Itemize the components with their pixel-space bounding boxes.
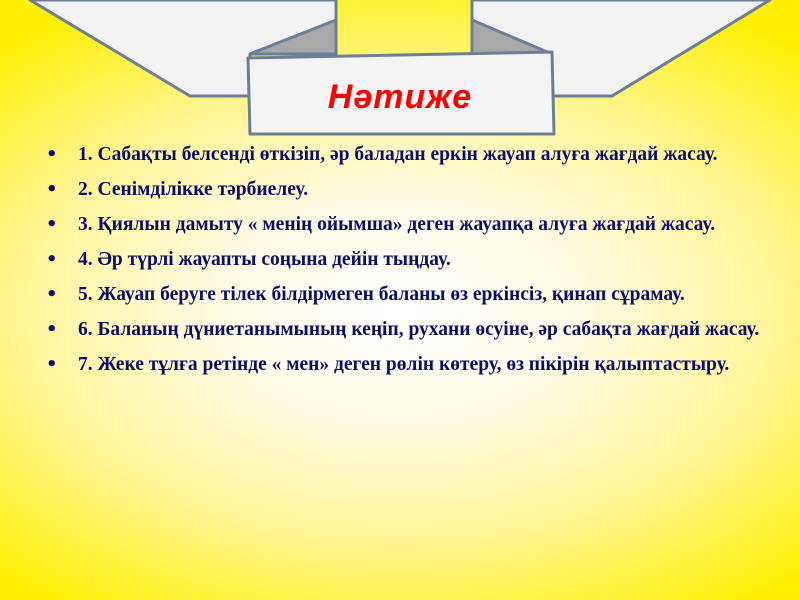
list-item [44, 317, 764, 343]
bullet-icon: • [46, 249, 58, 270]
bullet-icon: • [46, 319, 58, 340]
bullet-icon: • [46, 214, 58, 235]
bullet-icon: • [46, 144, 58, 165]
bullet-icon: • [46, 179, 58, 200]
list-item-text: 4. Әр түрлі жауапты соңына дейін тыңдау. [78, 249, 451, 270]
list-item-text: 2. Сенімділікке тәрбиелеу. [78, 179, 309, 200]
list-item [44, 352, 764, 378]
bullet-icon: • [46, 354, 58, 375]
list-item-text: 7. Жеке тұлға ретінде « мен» деген рөлін көтеру, өз пікірін қалыптастыру. [78, 354, 730, 375]
list-item-text: 3. Қиялын дамыту « менің ойымша» деген жауапқа алуға жағдай жасау. [78, 214, 716, 235]
list-item-text: 1. Сабақты белсенді өткізіп, әр баладан еркін жауап алуға жағдай жасау. [78, 144, 718, 165]
list-item-text: 6. Баланың дүниетанымының кеңіп, рухани өсуіне, әр сабақта жағдай жасау. [78, 319, 760, 340]
content-list [44, 142, 764, 387]
list-item [44, 282, 764, 308]
list-item [44, 247, 764, 273]
list-item [44, 142, 764, 168]
slide-title: Нәтиже [327, 77, 473, 116]
list-item [44, 212, 764, 238]
list-item [44, 177, 764, 203]
list-item-text: 5. Жауап беруге тілек білдірмеген баланы өз еркінсіз, қинап сұрамау. [78, 284, 685, 305]
bullet-icon: • [46, 284, 58, 305]
